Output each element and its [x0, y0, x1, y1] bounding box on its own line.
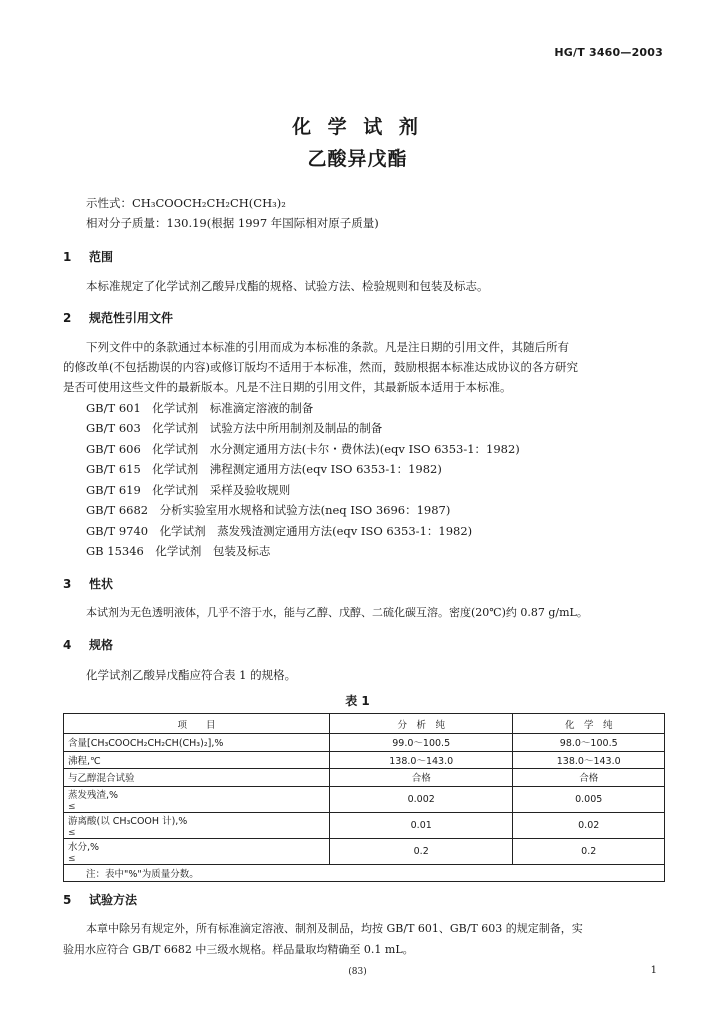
row-cp-value: 0.005	[513, 786, 665, 812]
row-item: 蒸发残渣,%≤	[64, 786, 330, 812]
reference-item: GB/T 606 化学试剂 水分测定通用方法(卡尔・费休法)(eqv ISO 6353-1：1982)	[86, 442, 520, 456]
section-3-heading	[63, 575, 113, 592]
row-item: 沸程,℃	[64, 751, 330, 769]
row-ar-value: 138.0～143.0	[329, 751, 512, 769]
section-title: 性状	[89, 577, 114, 591]
row-cp-value: 98.0～100.5	[513, 734, 665, 752]
section-1-text: 本标准规定了化学试剂乙酸异戊酯的规格、试验方法、检验规则和包装及标志。	[86, 279, 489, 293]
table-row	[64, 812, 665, 838]
standard-number: HG/T 3460—2003	[554, 46, 663, 59]
row-ar-value: 99.0～100.5	[329, 734, 512, 752]
section-5-text-line: 验用水应符合 GB/T 6682 中三级水规格。样品量取均精确至 0.1 mL。	[63, 943, 414, 956]
reference-item: GB/T 603 化学试剂 试验方法中所用制剂及制品的制备	[86, 421, 383, 435]
table-header-row	[64, 714, 665, 734]
row-cp-value: 0.2	[513, 838, 665, 864]
row-cp-value: 0.02	[513, 812, 665, 838]
reference-item: GB/T 619 化学试剂 采样及验收规则	[86, 483, 291, 497]
section-2-para-line: 是否可使用这些文件的最新版本。凡是不注日期的引用文件，其最新版本适用于本标准。	[63, 380, 512, 394]
row-ar-value: 0.002	[329, 786, 512, 812]
row-ar-value: 合格	[329, 769, 512, 787]
table-row	[64, 838, 665, 864]
page-center-number: (83)	[348, 967, 367, 977]
section-title: 试验方法	[89, 893, 138, 907]
table-row	[64, 769, 665, 787]
section-5-text-line: 本章中除另有规定外，所有标准滴定溶液、制剂及制品，均按 GB/T 601、GB/T 603 的规定制备，实	[86, 922, 583, 935]
section-3-text: 本试剂为无色透明液体，几乎不溶于水，能与乙醇、戊醇、二硫化碳互溶。密度(20℃)约 0.87 g/mL。	[86, 606, 588, 619]
section-title: 规格	[89, 638, 114, 652]
section-number: 5	[63, 893, 72, 907]
reference-item: GB 15346 化学试剂 包装及标志	[86, 544, 271, 558]
section-number: 3	[63, 577, 72, 591]
page-number: 1	[650, 965, 657, 976]
row-cp-value: 138.0～143.0	[513, 751, 665, 769]
section-number: 4	[63, 638, 72, 652]
reference-item: GB/T 9740 化学试剂 蒸发残渣测定通用方法(eqv ISO 6353-1：1982)	[86, 524, 473, 538]
table-note: 注：表中"%"为质量分数。	[64, 864, 665, 882]
section-title: 范围	[89, 250, 114, 264]
row-item: 含量[CH₃COOCH₂CH₂CH(CH₃)₂],%	[64, 734, 330, 752]
section-5-heading	[63, 891, 137, 908]
section-title: 规范性引用文件	[89, 311, 174, 325]
section-2-para-line: 下列文件中的条款通过本标准的引用而成为本标准的条款。凡是注日期的引用文件，其随后所有	[86, 340, 569, 354]
table-row	[64, 734, 665, 752]
doc-title-substance: 乙酸异戊酯	[307, 148, 408, 170]
section-number: 2	[63, 311, 72, 325]
header-chemically-pure: 化 学 纯	[513, 714, 665, 734]
row-item: 游离酸(以 CH₃COOH 计),%≤	[64, 812, 330, 838]
table-row	[64, 751, 665, 769]
section-2-heading	[63, 309, 173, 326]
table-caption: 表 1	[345, 694, 370, 708]
row-ar-value: 0.01	[329, 812, 512, 838]
header-analytical-reagent: 分 析 纯	[329, 714, 512, 734]
reference-item: GB/T 615 化学试剂 沸程测定通用方法(eqv ISO 6353-1：1982)	[86, 462, 442, 476]
row-item: 水分,%≤	[64, 838, 330, 864]
section-4-heading	[63, 636, 113, 653]
row-cp-value: 合格	[513, 769, 665, 787]
section-4-text: 化学试剂乙酸异戊酯应符合表 1 的规格。	[86, 668, 297, 682]
row-ar-value: 0.2	[329, 838, 512, 864]
doc-title-category: 化 学 试 剂	[292, 116, 423, 138]
row-item: 与乙醇混合试验	[64, 769, 330, 787]
specification-table	[63, 713, 665, 882]
reference-item: GB/T 601 化学试剂 标准滴定溶液的制备	[86, 401, 314, 415]
structural-formula: 示性式：CH₃COOCH₂CH₂CH(CH₃)₂	[86, 196, 286, 210]
table-row	[64, 786, 665, 812]
section-2-para-line: 的修改单(不包括勘误的内容)或修订版均不适用于本标准，然而，鼓励根据本标准达成协议的各方研究	[63, 360, 578, 374]
header-item: 项 目	[64, 714, 330, 734]
table-note-row	[64, 864, 665, 882]
molecular-mass: 相对分子质量：130.19(根据 1997 年国际相对原子质量)	[86, 216, 379, 230]
section-1-heading	[63, 248, 113, 265]
reference-item: GB/T 6682 分析实验室用水规格和试验方法(neq ISO 3696：1987)	[86, 503, 451, 517]
section-number: 1	[63, 250, 72, 264]
